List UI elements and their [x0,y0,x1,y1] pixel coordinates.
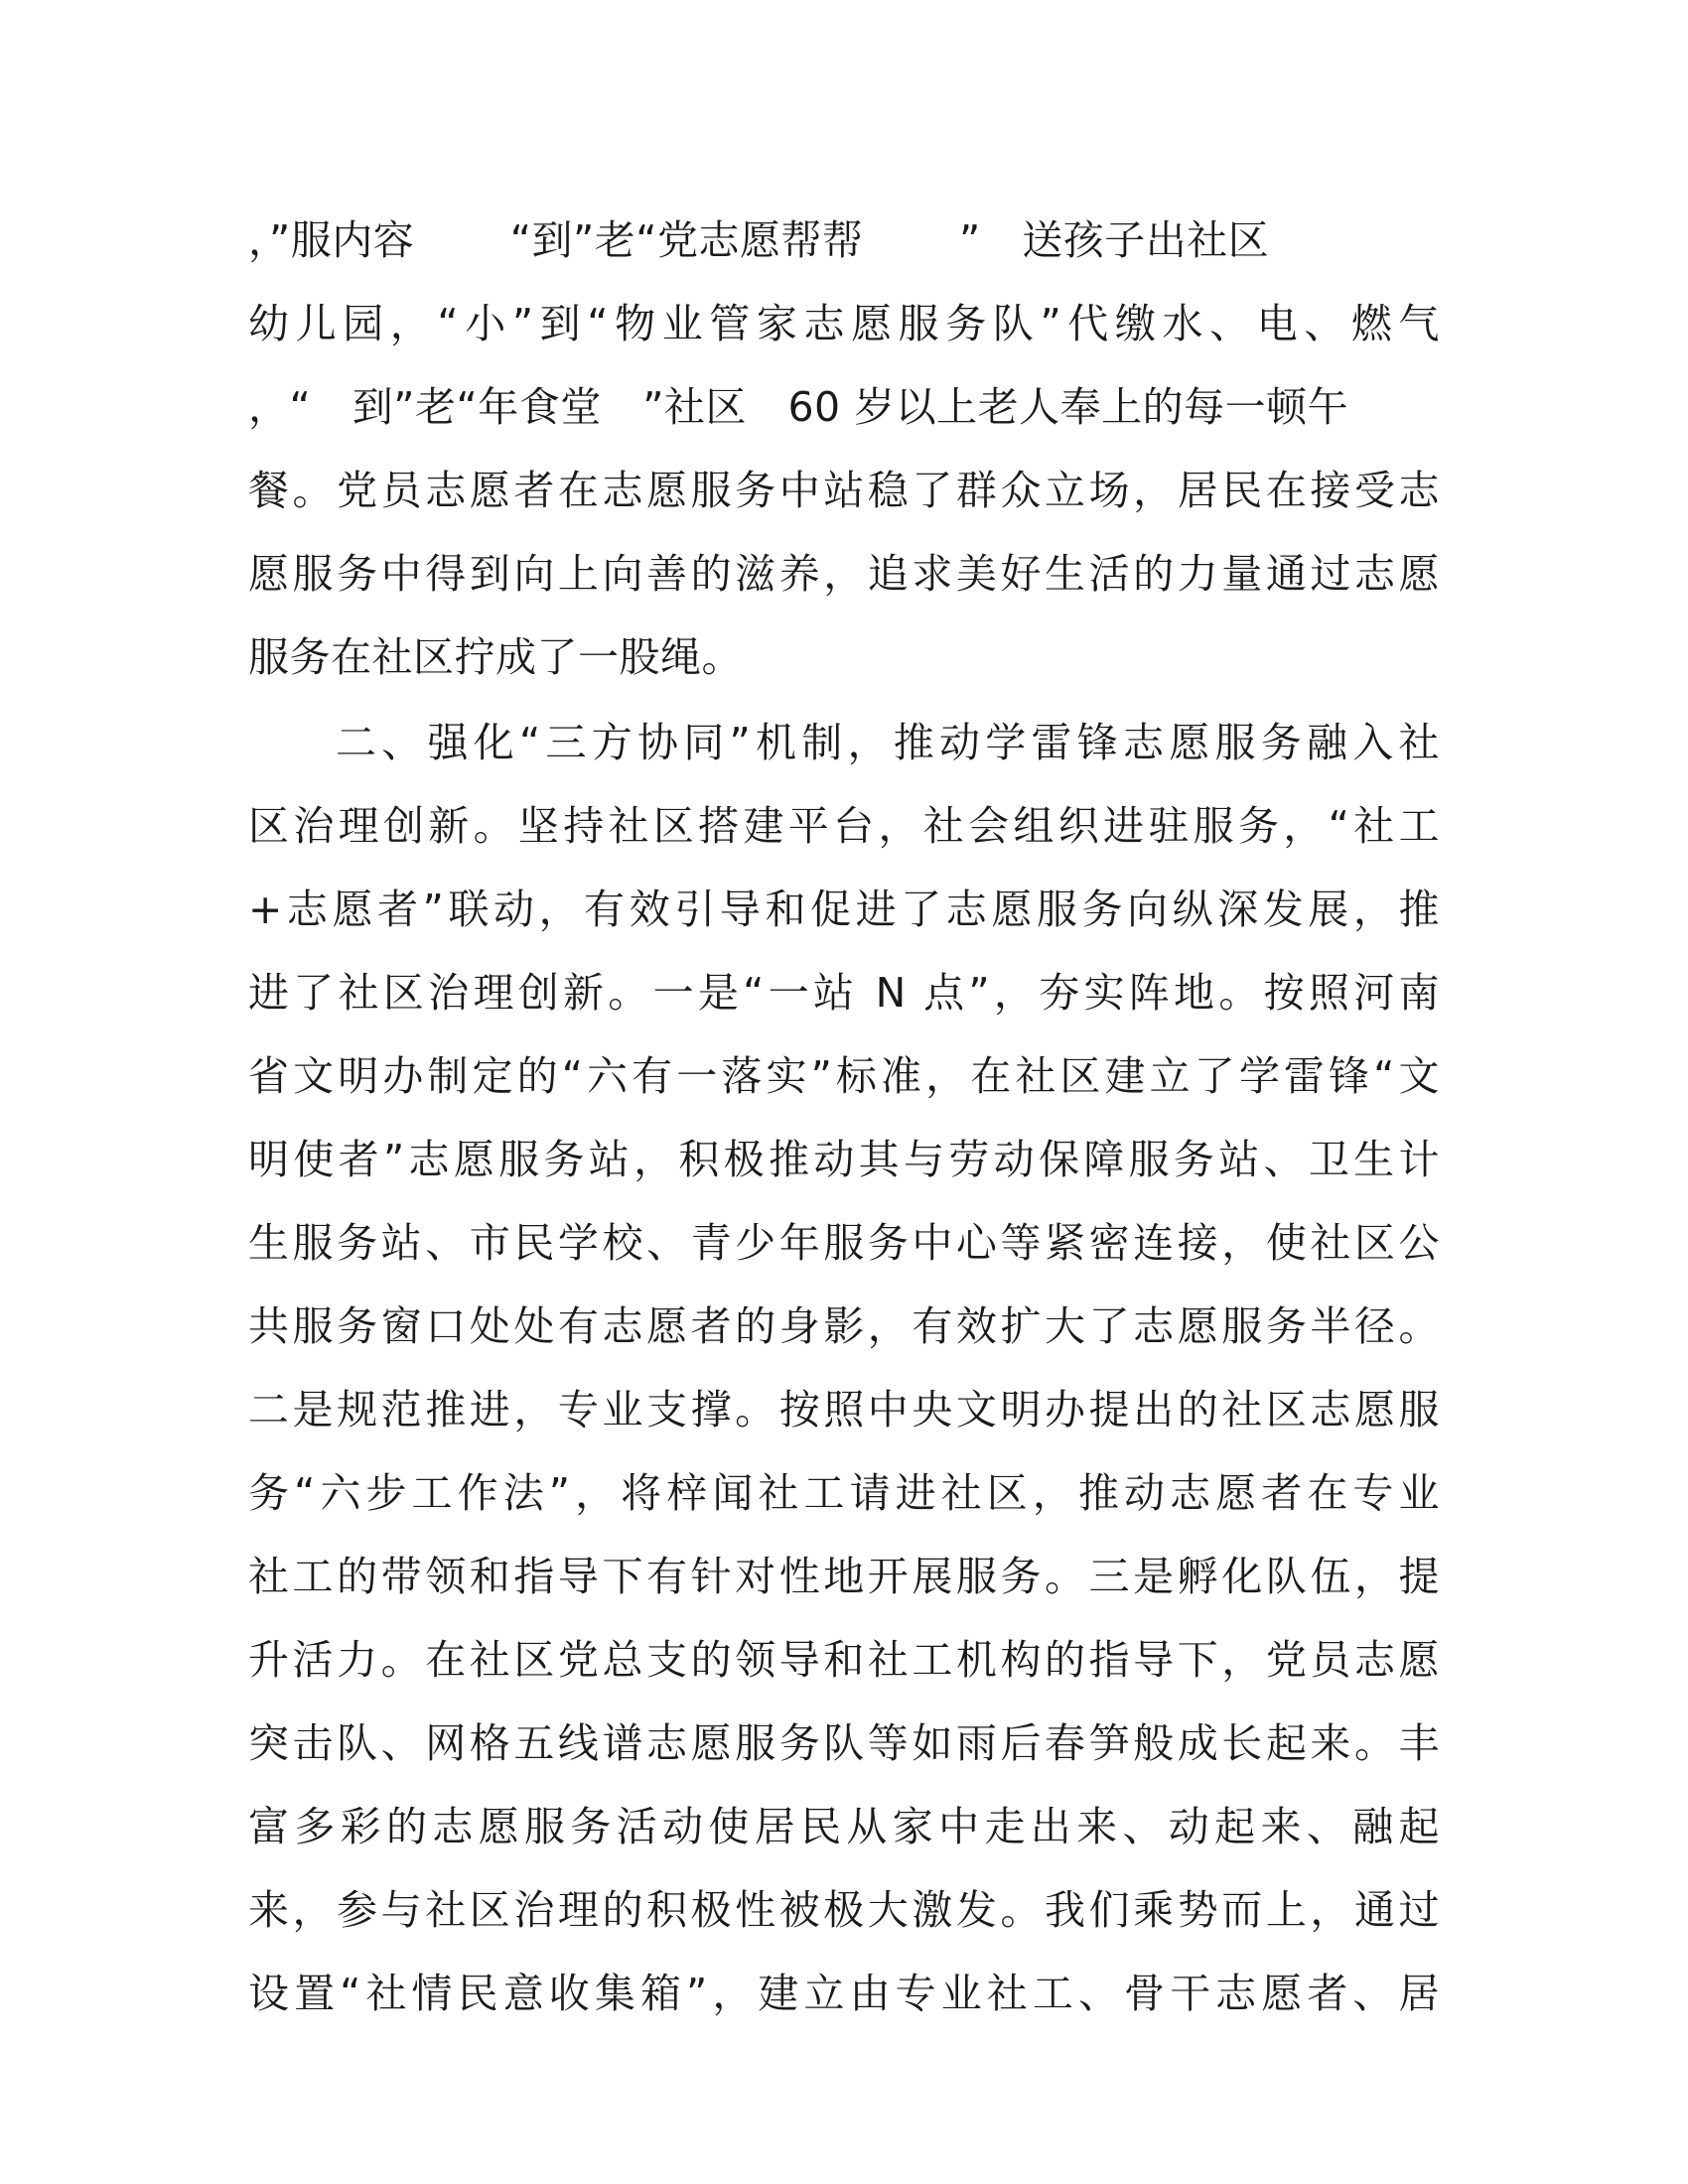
text-line-18: 升活力。在社区党总支的领导和社工机构的指导下，党员志愿 [248,1636,1440,1684]
text-line-13: 生服务站、市民学校、青少年服务中心等紧密连接，使社区公 [248,1219,1440,1267]
text-line-1: ，”服内容 “到”老“党志愿帮帮 ” 送孩子出社区 [248,216,1270,264]
text-line-3: ，“ 到”老“年食堂 ”社区 60 岁以上老人奉上的每一顿午 [248,383,1349,431]
text-line-16: 务“六步工作法”，将梓闻社工请进社区，推动志愿者在专业 [248,1469,1440,1517]
text-line-15: 二是规范推进，专业支撑。按照中央文明办提出的社区志愿服 [248,1386,1440,1433]
text-line-6: 服务在社区拧成了一股绳。 [248,633,743,681]
text-line-17: 社工的带领和指导下有针对性地开展服务。三是孵化队伍，提 [248,1553,1440,1600]
text-line-21: 来，参与社区治理的积极性被极大激发。我们乘势而上，通过 [248,1886,1440,1934]
text-line-11: 省文明办制定的“六有一落实”标准，在社区建立了学雷锋“文 [248,1052,1440,1100]
paragraph-2-first-line: 二、强化“三方协同”机制，推动学雷锋志愿服务融入社 [336,719,1440,766]
text-line-5: 愿服务中得到向上向善的滋养，追求美好生活的力量通过志愿 [248,550,1440,598]
text-line-14: 共服务窗口处处有志愿者的身影，有效扩大了志愿服务半径。 [248,1302,1440,1350]
text-line-10: 进了社区治理创新。一是“一站 N 点”，夯实阵地。按照河南 [248,969,1440,1017]
text-line-22: 设置“社情民意收集箱”，建立由专业社工、骨干志愿者、居 [248,1970,1440,2017]
text-line-8: 区治理创新。坚持社区搭建平台，社会组织进驻服务，“社工 [248,802,1440,850]
text-line-20: 富多彩的志愿服务活动使居民从家中走出来、动起来、融起 [248,1803,1440,1850]
text-line-2: 幼儿园，“小”到“物业管家志愿服务队”代缴水、电、燃气 [248,300,1440,347]
text-line-19: 突击队、网格五线谱志愿服务队等如雨后春笋般成长起来。丰 [248,1719,1440,1767]
text-line-4: 餐。党员志愿者在志愿服务中站稳了群众立场，居民在接受志 [248,467,1440,514]
text-line-12: 明使者”志愿服务站，积极推动其与劳动保障服务站、卫生计 [248,1136,1440,1183]
text-line-9: +志愿者”联动，有效引导和促进了志愿服务向纵深发展，推 [248,886,1440,933]
